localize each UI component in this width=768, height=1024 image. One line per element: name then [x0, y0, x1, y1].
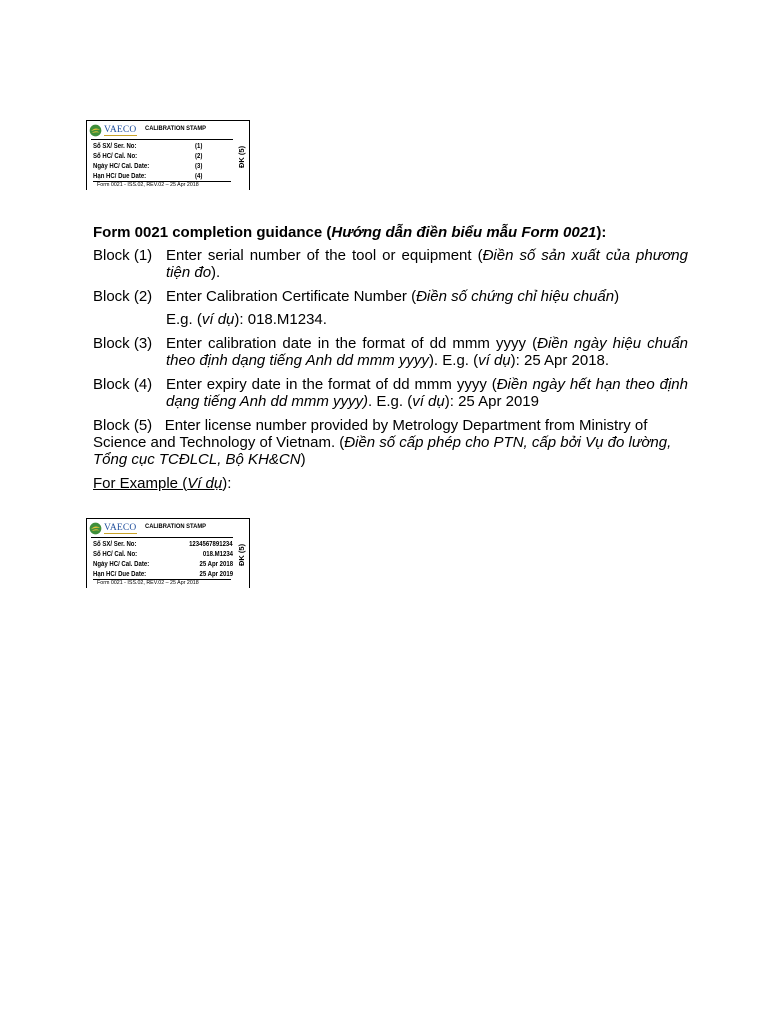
logo-text: VAECO	[104, 523, 137, 533]
cal-date-value: 25 Apr 2018	[199, 561, 233, 568]
serial-row	[93, 142, 235, 152]
guidance-section	[93, 224, 688, 499]
guidance-heading: Form 0021 completion guidance (Hướng dẫn điền biểu mẫu Form 0021):	[93, 224, 607, 241]
cal-date-row	[93, 162, 235, 172]
vaeco-logo	[89, 123, 137, 137]
vaeco-logo	[89, 521, 137, 535]
block-text: Enter calibration date in the format of dd mmm yyyy (Điền ngày hiệu chuẩn theo định dạng tiếng Anh dd mmm yyyy). E.g. (ví dụ): 25 Apr 2018.	[166, 335, 689, 369]
serial-value: 1234567891234	[189, 541, 233, 548]
vaeco-logo-icon	[89, 124, 102, 137]
due-date-label: Hạn HC/ Due Date:	[93, 571, 147, 578]
calibration-stamp-example	[86, 518, 250, 588]
due-date-label: Hạn HC/ Due Date:	[93, 173, 147, 180]
cal-no-value: 018.M1234	[202, 551, 233, 558]
block-label: Block (4)	[93, 376, 153, 393]
cal-date-row	[93, 560, 235, 570]
block-label: Block (5)	[93, 417, 153, 434]
serial-label: Số SX/ Ser. No:	[93, 541, 137, 548]
cal-date-label: Ngày HC/ Cal. Date:	[93, 561, 150, 568]
cal-date-placeholder: (3)	[195, 163, 203, 170]
cal-no-label: Số HC/ Cal. No:	[93, 153, 138, 160]
stamp-footer: Form 0021 - ISS.02, REV.02 – 25 Apr 2018	[97, 182, 199, 188]
divider	[91, 139, 233, 140]
stamp-fields	[93, 142, 235, 182]
license-label: ĐK (5)	[237, 145, 246, 168]
stamp-title: CALIBRATION STAMP	[145, 523, 207, 530]
vaeco-logo-icon	[89, 522, 102, 535]
cal-no-placeholder: (2)	[195, 153, 203, 160]
block-2-guidance	[93, 288, 688, 305]
example-heading: For Example (Ví dụ):	[93, 475, 232, 492]
stamp-fields	[93, 540, 235, 580]
due-date-value: 25 Apr 2019	[199, 571, 233, 578]
block-text: Enter expiry date in the format of dd mmm yyyy (Điền ngày hết hạn theo định dạng tiếng Anh dd mmm yyyy). E.g. (ví dụ): 25 Apr 2019	[166, 376, 688, 410]
serial-placeholder: (1)	[195, 143, 203, 150]
due-date-placeholder: (4)	[195, 173, 203, 180]
cal-no-label: Số HC/ Cal. No:	[93, 551, 138, 558]
block-label: Block (1)	[93, 247, 153, 264]
block-label: Block (3)	[93, 335, 153, 352]
divider	[91, 537, 233, 538]
block-5-guidance: Block (5) Enter license number provided by Metrology Department from Ministry of Science and Technology of Vietnam. (Điền số cấp phép cho PTN, cấp bởi Vụ đo lường, Tổng cục TCĐLCL, Bộ KH&CN)	[93, 417, 672, 468]
block-2-example: E.g. (ví dụ): 018.M1234.	[166, 311, 327, 328]
logo-text: VAECO	[104, 125, 137, 135]
stamp-title: CALIBRATION STAMP	[145, 125, 207, 132]
cal-no-row	[93, 152, 235, 162]
serial-label: Số SX/ Ser. No:	[93, 143, 137, 150]
block-1-guidance	[93, 247, 688, 281]
cal-date-label: Ngày HC/ Cal. Date:	[93, 163, 150, 170]
calibration-stamp-template	[86, 120, 250, 190]
block-text: Enter Calibration Certificate Number (Điền số chứng chỉ hiệu chuẩn)	[166, 288, 620, 305]
block-text: Enter serial number of the tool or equipment (Điền số sản xuất của phương tiện đo).	[166, 247, 688, 281]
stamp-footer: Form 0021 - ISS.02, REV.02 – 25 Apr 2018	[97, 580, 199, 586]
cal-no-row	[93, 550, 235, 560]
serial-row	[93, 540, 235, 550]
block-4-guidance	[93, 376, 688, 410]
block-3-guidance	[93, 335, 688, 369]
block-label: Block (2)	[93, 288, 153, 305]
license-label: ĐK (5)	[237, 543, 246, 566]
